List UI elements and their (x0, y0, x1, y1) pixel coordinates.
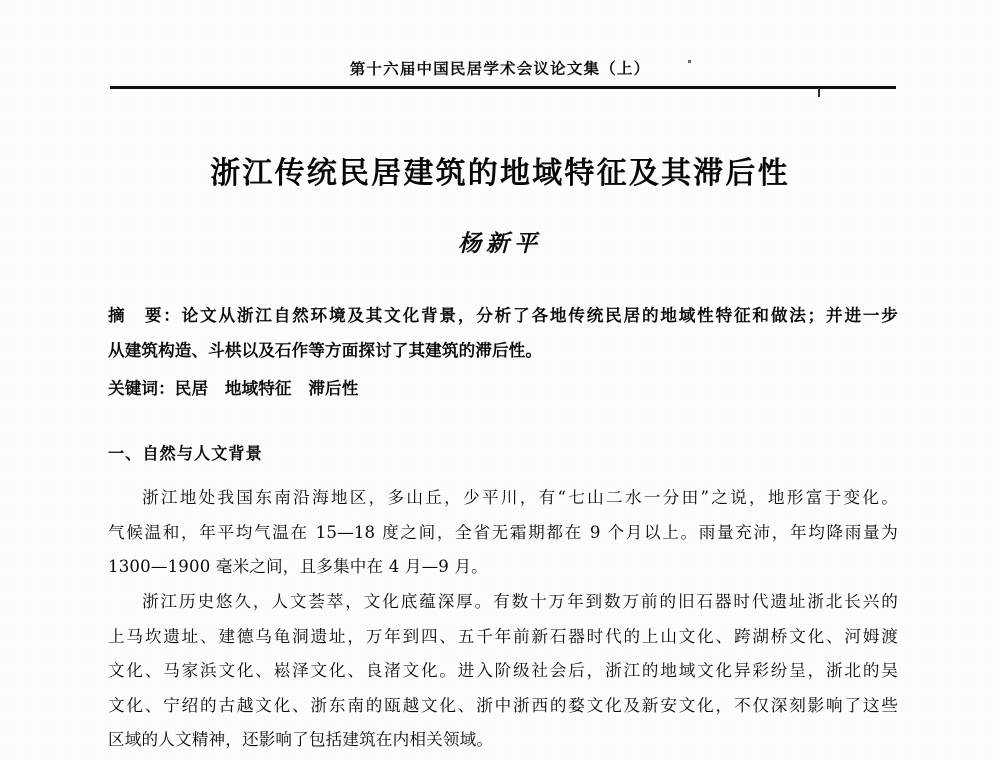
body-line: 1300—1900 毫米之间，且多集中在 4 月—9 月。 (108, 557, 488, 576)
page-title: 浙江传统民居建筑的地域特征及其滞后性 (210, 156, 790, 191)
abstract-block (108, 298, 898, 367)
body-line: 上马坎遗址、建德乌龟洞遗址，万年到四、五千年前新石器时代的上山文化、跨湖桥文化、河姆渡 (108, 626, 898, 646)
section-heading-block (108, 437, 898, 472)
scan-speck (688, 60, 691, 63)
body-line: 文化、马家浜文化、崧泽文化、良渚文化。进入阶级社会后，浙江的地域文化异彩纷呈，浙北的吴 (108, 661, 898, 680)
body-paragraph (108, 481, 898, 585)
running-header: 第十六届中国民居学术会议论文集（上） (349, 58, 651, 79)
body-line: 文化、宁绍的古越文化、浙东南的瓯越文化、浙中浙西的婺文化及新安文化，不仅深刻影响了这些 (108, 695, 898, 715)
keywords-line: 关键词：民居 地域特征 滞后性 (108, 378, 359, 398)
abstract-line: 摘 要：论文从浙江自然环境及其文化背景，分析了各地传统民居的地域性特征和做法；并进一步 (108, 305, 898, 325)
body-line: 区域的人文精神，还影响了包括建筑在内相关领域。 (108, 730, 494, 749)
section-heading: 一、自然与人文背景 (108, 444, 263, 463)
body-line: 浙江地处我国东南沿海地区，多山丘，少平川，有“七山二水一分田”之说，地形富于变化。 (142, 488, 898, 507)
author-name: 杨新平 (458, 230, 542, 257)
header-divider-rule (110, 86, 896, 89)
abstract-line: 从建筑构造、斗栱以及石作等方面探讨了其建筑的滞后性。 (108, 339, 543, 360)
keywords-block (108, 371, 898, 406)
body-line: 气候温和，年平均气温在 15—18 度之间，全省无霜期都在 9 个月以上。雨量充沛，年均降雨量为 (108, 522, 898, 542)
body-line: 浙江历史悠久，人文荟萃，文化底蕴深厚。有数十万年到数万前的旧石器时代遗址浙北长兴的 (142, 592, 898, 611)
body-paragraph (108, 585, 898, 758)
